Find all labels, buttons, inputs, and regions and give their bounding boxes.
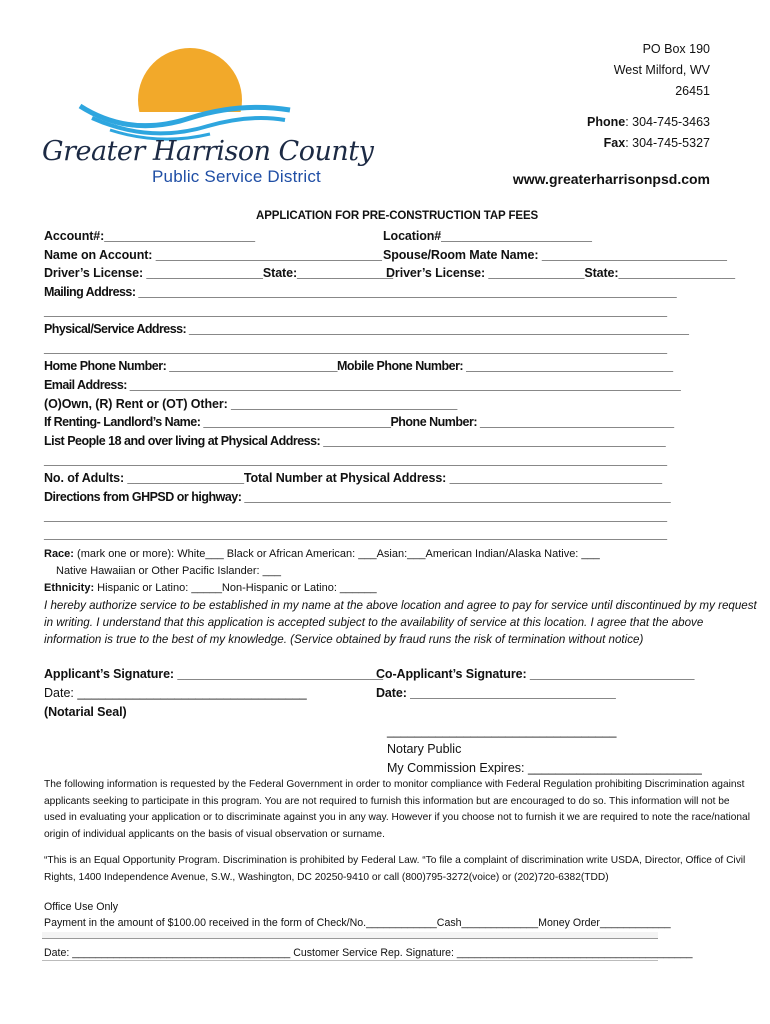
org-name-line1: Greater Harrison County — [42, 136, 374, 167]
address-line: PO Box 190 — [642, 42, 710, 56]
ethnicity-options[interactable]: Hispanic or Latino: _____Non-Hispanic or Latino: ______ — [94, 582, 377, 594]
authorization-line: information is true to the best of my knowledge. (Service obtained by fraud runs the risk of termination without notice) — [44, 633, 644, 646]
license-field-2[interactable]: Driver’s License: ______________State:_________________ — [386, 266, 735, 280]
landlord-field[interactable]: If Renting- Landlord’s Name: _____________________________Phone Number: ______________________________ — [44, 415, 674, 429]
address-line: West Milford, WV — [613, 63, 710, 77]
phone-label: Phone — [587, 115, 626, 129]
race-line — [44, 548, 600, 560]
notary-public-label: Notary Public — [387, 742, 462, 756]
fax-number: : 304-745-5327 — [625, 136, 710, 150]
office-use-box — [42, 932, 658, 939]
email-field[interactable]: Email Address: ______________________________________________________________________________________ — [44, 378, 681, 392]
date-field-2[interactable]: Date: ______________________________ — [376, 686, 616, 700]
authorization-line: in writing. I understand that this application is accepted subject to the availability of service at this location. I agree that the above — [44, 616, 704, 629]
eeo-notice: “This is an Equal Opportunity Program. Discrimination is prohibited by Federal Law. “To file a complaint of discrimination write USDA, Director, Office of Civil Rights, 1400 Independence Avenue, S.W., Washington, DC 20250-9410 or call (800)795-3272(voice) or (202)720-6382(TDD) — [44, 855, 746, 883]
office-payment-line: Payment in the amount of $100.00 received in the form of Check/No.____________Cash_____________Money Order____________ — [44, 917, 671, 929]
license-field-1[interactable]: Driver’s License: _________________State:______________ — [44, 266, 393, 280]
people-field[interactable]: List People 18 and over living at Physical Address: _____________________________________________________ — [44, 434, 666, 448]
name-field[interactable]: Name on Account: _________________________________ — [44, 248, 382, 262]
notary-signature-line[interactable]: _________________________________ — [387, 724, 617, 738]
fax-label: Fax — [603, 136, 626, 150]
notarial-seal: (Notarial Seal) — [44, 705, 127, 719]
phone-number: : 304-745-3463 — [625, 115, 710, 129]
phone-line — [587, 112, 710, 133]
race-options-2[interactable]: Native Hawaiian or Other Pacific Islander: ___ — [56, 565, 281, 577]
adults-field[interactable]: No. of Adults: _________________Total Number at Physical Address: _______________________________ — [44, 471, 663, 485]
race-label: Race: — [44, 548, 74, 560]
commission-expires[interactable]: My Commission Expires: _________________________ — [387, 761, 702, 775]
address-block — [614, 39, 710, 102]
psd-logo — [40, 38, 374, 198]
directions-line[interactable]: __________________________________________________________________________________________________ — [44, 509, 667, 523]
address-line: 26451 — [675, 84, 710, 98]
race-options[interactable]: (mark one or more): White___ Black or African American: ___Asian:___American Indian/Alaska Native: ___ — [73, 548, 600, 560]
office-use-title: Office Use Only — [44, 901, 118, 913]
people-line[interactable]: __________________________________________________________________________________________________ — [44, 453, 667, 467]
location-field[interactable]: Location#______________________ — [383, 229, 592, 243]
account-field[interactable]: Account#:______________________ — [44, 229, 255, 243]
applicant-signature[interactable]: Applicant’s Signature: ______________________________ — [44, 667, 383, 681]
ethnicity-line — [44, 582, 377, 594]
federal-notice: The following information is requested by the Federal Government in order to monitor compliance with Federal Regulation prohibiting Discrimination against applicants seeking to participate in this program. You are not required to furnish this information but are encouraged to do so. This information will not be used in evaluating your application or to discriminate against you in any way. However if you choose not to furnish it we are required to note the race/national origin of individual applicants on the basis of visual observation or surname. — [44, 779, 750, 840]
coapplicant-signature[interactable]: Co-Applicant’s Signature: ________________________ — [376, 667, 695, 681]
mailing-address-field[interactable]: Mailing Address: ____________________________________________________________________________________ — [44, 285, 677, 299]
website-link[interactable]: www.greaterharrisonpsd.com — [512, 171, 710, 187]
directions-line[interactable]: __________________________________________________________________________________________________ — [44, 527, 667, 541]
ethnicity-label: Ethnicity: — [44, 582, 95, 594]
physical-address-field[interactable]: Physical/Service Address: ______________________________________________________________________________ — [44, 322, 689, 336]
directions-field[interactable]: Directions from GHPSD or highway: __________________________________________________________________ — [44, 490, 671, 504]
physical-address-line[interactable]: __________________________________________________________________________________________________ — [44, 341, 667, 355]
spouse-field[interactable]: Spouse/Room Mate Name: ___________________________ — [383, 248, 727, 262]
form-title: APPLICATION FOR PRE-CONSTRUCTION TAP FEES — [256, 210, 539, 222]
fax-line — [604, 133, 710, 154]
office-use-box-bottom — [42, 960, 658, 961]
mailing-address-line[interactable]: __________________________________________________________________________________________________ — [44, 304, 667, 318]
date-field-1[interactable]: Date: _________________________________ — [44, 686, 307, 700]
authorization-line: I hereby authorize service to be established in my name at the above location and agree to pay for service until discontinued by my request — [44, 599, 757, 612]
phone-numbers-field[interactable]: Home Phone Number: __________________________Mobile Phone Number: ________________________________ — [44, 359, 673, 373]
org-name-line2: Public Service District — [152, 167, 321, 186]
office-date-line: Date: _____________________________________ Customer Service Rep. Signature: ________________________________________ — [44, 947, 693, 959]
ownership-field[interactable]: (O)Own, (R) Rent or (OT) Other: _________________________________ — [44, 397, 458, 411]
